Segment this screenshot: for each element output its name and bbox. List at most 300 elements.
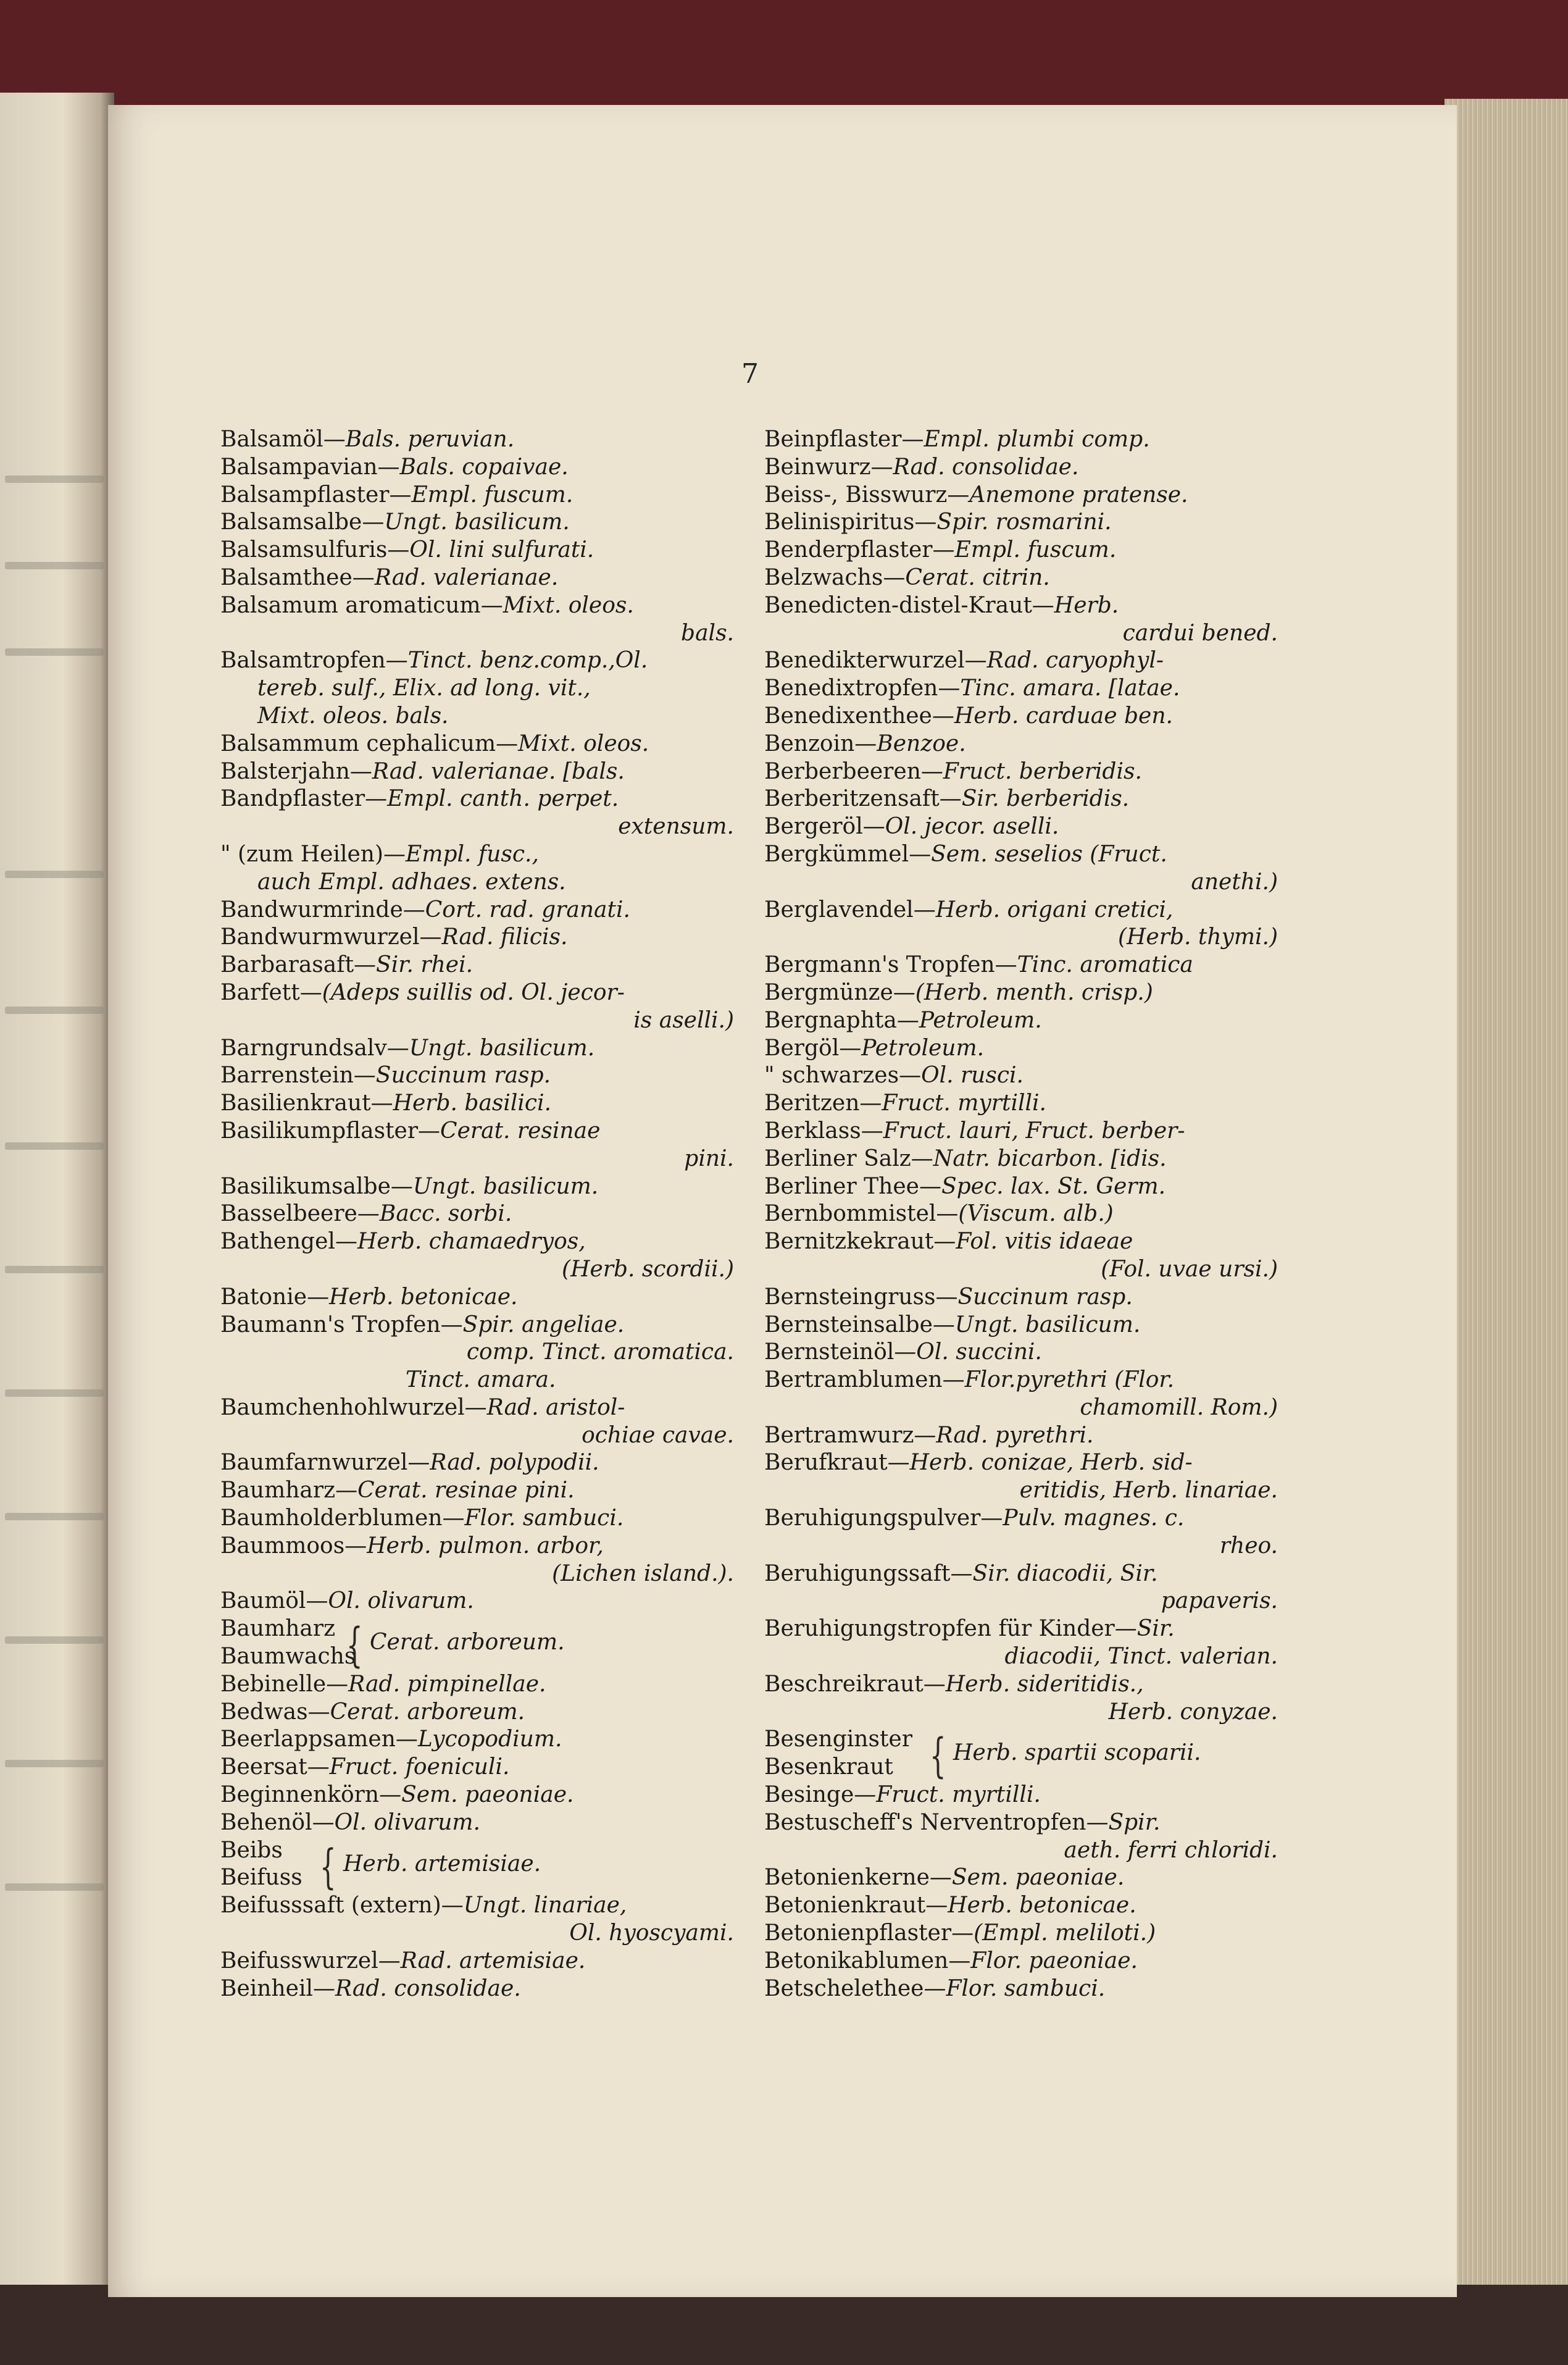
entry-headword: Baumfarnwurzel <box>220 1450 408 1476</box>
dictionary-entry <box>220 1118 739 1145</box>
entry-headword: Beinwurz <box>764 454 871 480</box>
dictionary-entry <box>764 1035 1283 1063</box>
dictionary-entry <box>764 1422 1283 1450</box>
dictionary-entry <box>764 454 1283 482</box>
brace-group <box>220 1615 739 1671</box>
dictionary-entry <box>764 1615 1283 1643</box>
entry-reference: Herb. spartii scoparii. <box>953 1740 1201 1766</box>
entry-dash: — <box>887 1450 910 1476</box>
entry-dash: — <box>964 648 987 674</box>
dictionary-entry <box>764 1007 1283 1035</box>
entry-headword: Beschreikraut <box>764 1671 924 1697</box>
entry-headword: Bestuscheff's Nerventropfen <box>764 1809 1086 1835</box>
entry-dash: — <box>352 564 375 590</box>
entry-headword: Basilikumpflaster <box>220 1118 419 1144</box>
entry-dash: — <box>932 703 954 729</box>
entry-dash: — <box>307 1754 330 1780</box>
entry-headword: Barbarasaft <box>220 952 354 978</box>
dictionary-entry <box>220 426 739 454</box>
entry-dash: — <box>839 1035 862 1061</box>
entry-headword: Benderpflaster <box>764 537 933 563</box>
entry-headword: Beiss-, Bisswurz <box>764 482 948 508</box>
dictionary-entry <box>220 1284 739 1312</box>
dictionary-entry <box>220 647 739 675</box>
entry-reference: Petroleum. <box>861 1035 985 1061</box>
entry-dash: — <box>365 786 388 812</box>
entry-reference: Succinum rasp. <box>957 1284 1133 1310</box>
entry-reference: Rad. caryophyl- <box>986 648 1164 674</box>
dictionary-entry <box>220 592 739 620</box>
entry-headword: Baumchenhohlwurzel <box>220 1394 465 1420</box>
dictionary-entry <box>764 1892 1283 1920</box>
dictionary-entry <box>220 924 739 952</box>
entry-headword: Barrenstein <box>220 1063 354 1089</box>
entry-headword: Berklass <box>764 1118 861 1144</box>
entry-continuation <box>220 1367 739 1394</box>
entry-reference: Sem. paeoniae. <box>401 1782 574 1808</box>
dictionary-entry <box>764 426 1283 454</box>
dictionary-entry <box>764 730 1283 758</box>
entry-reference: Cerat. arboreum. <box>370 1630 565 1656</box>
entry-reference: Herb. carduae ben. <box>954 703 1173 729</box>
entry-dash: — <box>1114 1616 1137 1642</box>
entry-reference: Flor. sambuci. <box>946 1975 1106 2001</box>
entry-reference: Herb. betonicae. <box>329 1284 518 1310</box>
dictionary-entry <box>764 1781 1283 1809</box>
entry-headword: Basilikumsalbe <box>220 1173 391 1199</box>
entry-headword: Berglavendel <box>764 897 914 923</box>
entry-headword: Balsamsalbe <box>220 509 362 535</box>
continuation-text: (Fol. uvae ursi.) <box>1101 1256 1278 1282</box>
entry-continuation <box>764 1643 1283 1671</box>
entry-continuation <box>764 1394 1283 1422</box>
entry-continuation <box>764 620 1283 648</box>
continuation-text: chamomill. Rom.) <box>1080 1394 1278 1420</box>
entry-headword: Besenkraut <box>764 1754 893 1780</box>
entry-dash: — <box>379 1782 402 1808</box>
entry-dash: — <box>357 1201 380 1227</box>
entry-headword: Beritzen <box>764 1090 860 1116</box>
entry-reference: Empl. canth. perpet. <box>387 786 619 812</box>
entry-reference: Ungt. basilicum. <box>409 1035 595 1061</box>
entry-dash: — <box>894 1339 917 1365</box>
entry-headword: Basilienkraut <box>220 1090 371 1116</box>
entry-headword: Basselbeere <box>220 1201 357 1227</box>
dictionary-entry <box>764 1975 1283 2003</box>
entry-reference: Sir. berberidis. <box>961 786 1130 812</box>
continuation-text: (Herb. thymi.) <box>1117 924 1278 950</box>
entry-headword: Beifusswurzel <box>220 1948 378 1974</box>
entry-headword: Bergeröl <box>764 814 863 840</box>
entry-headword: Balsamtropfen <box>220 648 386 674</box>
entry-reference: Flor. sambuci. <box>464 1505 624 1531</box>
entry-dash: — <box>909 841 932 867</box>
dictionary-entry <box>220 1671 739 1699</box>
continuation-text: ochiae cavae. <box>582 1422 734 1448</box>
entry-headword: Behenöl <box>220 1809 312 1835</box>
entry-headword: Bernsteinsalbe <box>764 1312 933 1337</box>
entry-reference: Fruct. lauri, Fruct. berber- <box>883 1118 1185 1144</box>
entry-dash: — <box>861 1118 883 1144</box>
entry-reference: Rad. polypodii. <box>430 1450 599 1476</box>
dictionary-entry <box>220 1449 739 1477</box>
dictionary-entry <box>764 482 1283 509</box>
entry-dash: — <box>938 676 961 701</box>
entry-reference: Lycopodium. <box>417 1727 562 1752</box>
entry-reference: Ungt. basilicum. <box>412 1173 599 1199</box>
entry-dash: — <box>464 1394 487 1420</box>
dictionary-entry <box>764 703 1283 730</box>
entry-reference: Rad. valerianae. [bals. <box>372 758 625 784</box>
entry-reference: Herb. conizae, Herb. sid- <box>909 1450 1193 1476</box>
entry-dash: — <box>899 1063 922 1089</box>
entry-headword: Berberitzensaft <box>764 786 940 812</box>
entry-continuation <box>220 620 739 648</box>
entry-headword: Balsterjahn <box>220 758 350 784</box>
entry-dash: — <box>377 454 400 480</box>
entry-dash: — <box>323 427 346 452</box>
entry-reference: Herb. chamaedryos, <box>357 1229 586 1255</box>
dictionary-entry <box>220 841 739 869</box>
continuation-text: is aselli.) <box>633 1007 734 1033</box>
entry-reference: Spir. rosmarini. <box>936 509 1112 535</box>
entry-headword: Benedixtropfen <box>764 676 938 701</box>
entry-dash: — <box>883 564 906 590</box>
entry-continuation <box>220 1339 739 1367</box>
continuation-text: Mixt. oleos. bals. <box>257 703 449 729</box>
entry-dash: — <box>913 897 936 923</box>
entry-dash: — <box>947 482 970 508</box>
continuation-text: (Lichen island.). <box>552 1560 734 1586</box>
entry-headword: Barngrundsalv <box>220 1035 387 1061</box>
entry-reference: Herb. origani cretici, <box>935 897 1174 923</box>
entry-reference: Ol. lini sulfurati. <box>409 537 594 563</box>
dictionary-entry <box>220 1477 739 1505</box>
entry-dash: — <box>935 1284 958 1310</box>
entry-reference: Rad. artemisiae. <box>400 1948 586 1974</box>
entry-dash: — <box>385 648 408 674</box>
dictionary-entry <box>764 1920 1283 1948</box>
entry-continuation <box>764 1837 1283 1865</box>
entry-reference: Empl. fusc., <box>406 841 539 867</box>
entry-dash: — <box>901 427 924 452</box>
entry-dash: — <box>354 952 377 978</box>
entry-headword: Beinheil <box>220 1975 313 2001</box>
dictionary-entry <box>764 675 1283 703</box>
dictionary-entry <box>220 1505 739 1533</box>
entry-continuation <box>220 869 739 897</box>
entry-headword: Bergöl <box>764 1035 840 1061</box>
entry-headword: Beruhigungspulver <box>764 1505 981 1531</box>
entry-reference: Ungt. linariae, <box>463 1893 627 1919</box>
entry-dash: — <box>854 730 877 756</box>
dictionary-entry <box>220 509 739 537</box>
entry-dash: — <box>440 1312 463 1337</box>
entry-dash: — <box>933 1229 956 1255</box>
entry-reference: Pulv. magnes. c. <box>1003 1505 1185 1531</box>
entry-headword: Balsamum aromaticum <box>220 592 481 618</box>
entry-headword: Beersat <box>220 1754 307 1780</box>
entry-reference: Rad. aristol- <box>486 1394 625 1420</box>
entry-headword: Berliner Thee <box>764 1173 919 1199</box>
entry-dash: — <box>386 1035 409 1061</box>
dictionary-entry <box>764 509 1283 537</box>
dictionary-entry <box>764 592 1283 620</box>
entry-reference: Ol. jecor. aselli. <box>885 814 1059 840</box>
entry-reference: Herb. <box>1054 592 1119 618</box>
dictionary-entry <box>220 1699 739 1727</box>
entry-reference: Rad. filicis. <box>441 924 568 950</box>
dictionary-entry <box>220 1062 739 1090</box>
entry-dash: — <box>939 786 962 812</box>
dictionary-entry <box>764 1367 1283 1394</box>
entry-reference: Rad. valerianae. <box>374 564 559 590</box>
entry-dash: — <box>387 537 410 563</box>
entry-headword: Bergnaphta <box>764 1007 897 1033</box>
entry-continuation <box>764 1699 1283 1727</box>
entry-dash: — <box>1086 1809 1109 1835</box>
entry-headword: Bernsteingruss <box>764 1284 936 1310</box>
entry-reference: Rad. consolidae. <box>893 454 1079 480</box>
entry-dash: — <box>923 1671 946 1697</box>
entry-headword: Benedikterwurzel <box>764 648 965 674</box>
dictionary-entry <box>764 841 1283 869</box>
entry-reference: Tinc. amara. [latae. <box>960 676 1180 701</box>
dictionary-entry <box>764 647 1283 675</box>
entry-dash: — <box>419 924 442 950</box>
brace-glyph: { <box>320 1838 336 1894</box>
entry-headword: Bathengel <box>220 1229 335 1255</box>
entry-reference: Cerat. citrin. <box>905 564 1050 590</box>
entry-reference: Herb. sideritidis., <box>945 1671 1144 1697</box>
entry-headword: Bertramblumen <box>764 1367 943 1393</box>
entry-continuation <box>220 1920 739 1948</box>
dictionary-entry <box>764 952 1283 979</box>
entry-dash: — <box>389 482 412 508</box>
entry-dash: — <box>307 1699 330 1725</box>
entry-reference: Flor. paeoniae. <box>970 1948 1138 1974</box>
entry-dash: — <box>942 1367 965 1393</box>
entry-continuation <box>220 813 739 841</box>
entry-dash: — <box>344 1533 367 1559</box>
dictionary-entry <box>220 1809 739 1837</box>
dictionary-entry <box>220 1312 739 1339</box>
entry-dash: — <box>951 1920 974 1946</box>
entry-dash: — <box>307 1284 330 1310</box>
entry-dash: — <box>995 952 1017 978</box>
entry-dash: — <box>924 1975 946 2001</box>
entry-reference: Bals. peruvian. <box>345 427 515 452</box>
facing-page-edge <box>0 93 114 2291</box>
entry-headword: " (zum Heilen) <box>220 841 384 867</box>
entry-headword: Balsampavian <box>220 454 378 480</box>
continuation-text: Tinct. amara. <box>406 1367 556 1393</box>
entry-reference: Herb. betonicae. <box>948 1893 1136 1919</box>
entry-reference: Ol. olivarum. <box>334 1809 481 1835</box>
brace-glyph: { <box>346 1617 363 1673</box>
entry-headword: Betonikablumen <box>764 1948 949 1974</box>
entry-headword: Beruhigungstropfen für Kinder <box>764 1616 1115 1642</box>
dictionary-entry <box>764 1090 1283 1118</box>
dictionary-entry <box>764 1118 1283 1145</box>
entry-dash: — <box>335 1229 357 1255</box>
entry-continuation <box>220 703 739 730</box>
entry-dash: — <box>496 730 519 756</box>
entry-dash: — <box>480 592 503 618</box>
entry-headword: Baumöl <box>220 1588 306 1614</box>
entry-headword: Bedwas <box>220 1699 308 1725</box>
dictionary-entry <box>764 897 1283 924</box>
entry-dash: — <box>390 1173 413 1199</box>
entry-reference: Tinc. aromatica <box>1017 952 1193 978</box>
entry-headword: Bertramwurz <box>764 1422 914 1448</box>
entry-headword: Besenginster <box>764 1727 912 1752</box>
entry-continuation <box>220 1256 739 1284</box>
entry-dash: — <box>326 1671 349 1697</box>
entry-reference: Petroleum. <box>919 1007 1042 1033</box>
entry-headword: Besinge <box>764 1782 854 1808</box>
entry-headword: Beginnenkörn <box>220 1782 380 1808</box>
entry-dash: — <box>383 841 406 867</box>
entry-reference: Spir. angeliae. <box>462 1312 625 1337</box>
entry-reference: Cerat. resinae pini. <box>357 1478 575 1504</box>
entry-dash: — <box>312 1809 335 1835</box>
entry-headword: Balsamsulfuris <box>220 537 388 563</box>
dictionary-entry <box>220 1588 739 1615</box>
entry-headword: Baumharz <box>220 1616 336 1642</box>
entry-headword: Benzoin <box>764 730 855 756</box>
entry-reference: Rad. consolidae. <box>335 1975 521 2001</box>
entry-headword: Bergkümmel <box>764 841 909 867</box>
entry-reference: Sem. paeoniae. <box>951 1865 1125 1891</box>
entry-reference: Bals. copaivae. <box>399 454 569 480</box>
entry-dash: — <box>948 1948 971 1974</box>
dictionary-entry <box>220 730 739 758</box>
dictionary-entry <box>220 1533 739 1560</box>
entry-dash: — <box>932 537 955 563</box>
dictionary-entry <box>764 758 1283 786</box>
entry-continuation <box>764 1477 1283 1505</box>
dictionary-entry <box>220 537 739 564</box>
entry-reference: Rad. pyrethri. <box>936 1422 1094 1448</box>
brace-glyph: { <box>930 1728 946 1783</box>
continuation-text: pini. <box>684 1145 734 1171</box>
entry-headword: Bergmünze <box>764 979 893 1005</box>
entry-reference: Herb. basilici. <box>393 1090 552 1116</box>
continuation-text: eritidis, Herb. linariae. <box>1019 1478 1278 1504</box>
continuation-text: aeth. ferri chloridi. <box>1064 1837 1278 1863</box>
page-number: 7 <box>741 358 759 390</box>
entry-reference: (Viscum. alb.) <box>958 1201 1114 1227</box>
entry-headword: Barfett <box>220 979 300 1005</box>
continuation-text: auch Empl. adhaes. extens. <box>257 869 566 895</box>
entry-headword: Balsampflaster <box>220 482 390 508</box>
dictionary-entry <box>764 1228 1283 1256</box>
entry-headword: Balsammum cephalicum <box>220 730 496 756</box>
left-column <box>220 426 739 2003</box>
dictionary-entry <box>220 1035 739 1063</box>
entry-dash: — <box>418 1118 441 1144</box>
dictionary-entry <box>220 1754 739 1781</box>
entry-continuation <box>220 1560 739 1588</box>
entry-headword: Betonienkraut <box>764 1893 926 1919</box>
entry-headword: Baumwachs <box>220 1644 356 1670</box>
entry-reference: Benzoe. <box>877 730 966 756</box>
entry-reference: Mixt. oleos. <box>503 592 634 618</box>
entry-reference: Anemone pratense. <box>969 482 1188 508</box>
entry-reference: Spec. lax. St. Germ. <box>941 1173 1166 1199</box>
entry-headword: Balsamöl <box>220 427 323 452</box>
entry-reference: Fol. vitis idaeae <box>956 1229 1133 1255</box>
entry-dash: — <box>441 1893 464 1919</box>
continuation-text: comp. Tinct. aromatica. <box>466 1339 734 1365</box>
continuation-text: bals. <box>681 620 734 646</box>
dictionary-entry <box>220 1228 739 1256</box>
entry-reference: (Adeps suillis od. Ol. jecor- <box>322 979 625 1005</box>
entry-headword: Betonienkerne <box>764 1865 930 1891</box>
continuation-text: anethi.) <box>1191 869 1278 895</box>
entry-reference: Fruct. myrtilli. <box>876 1782 1041 1808</box>
entry-headword: Bernsteinöl <box>764 1339 895 1365</box>
entry-continuation <box>764 1533 1283 1560</box>
dictionary-entry <box>764 785 1283 813</box>
entry-continuation <box>764 1256 1283 1284</box>
entry-headword: Beifusssaft (extern) <box>220 1893 441 1919</box>
entry-dash: — <box>936 1201 959 1227</box>
dictionary-entry <box>220 1394 739 1422</box>
dictionary-entry <box>764 537 1283 564</box>
dictionary-entry <box>764 1449 1283 1477</box>
entry-headword: Balsamthee <box>220 564 352 590</box>
entry-dash: — <box>950 1560 973 1586</box>
dictionary-entry <box>764 1505 1283 1533</box>
entry-reference: Rad. pimpinellae. <box>348 1671 546 1697</box>
entry-dash: — <box>402 897 425 923</box>
entry-reference: Empl. plumbi comp. <box>924 427 1150 452</box>
continuation-text: papaveris. <box>1161 1588 1278 1614</box>
dictionary-entry <box>220 564 739 592</box>
entry-dash: — <box>914 509 937 535</box>
entry-headword: Beinpflaster <box>764 427 902 452</box>
entry-dash: — <box>920 758 943 784</box>
entry-dash: — <box>919 1173 941 1199</box>
entry-dash: — <box>859 1090 882 1116</box>
continuation-text: tereb. sulf., Elix. ad long. vit., <box>257 676 591 701</box>
dictionary-entry <box>764 1864 1283 1892</box>
entry-dash: — <box>299 979 322 1005</box>
entry-headword: Baumharz <box>220 1478 336 1504</box>
continuation-text: cardui bened. <box>1122 620 1278 646</box>
book-cover-top <box>0 0 1568 108</box>
entry-headword: Batonie <box>220 1284 307 1310</box>
dictionary-entry <box>220 979 739 1007</box>
dictionary-entry <box>764 1671 1283 1699</box>
entry-reference: Herb. artemisiae. <box>343 1851 541 1877</box>
entry-continuation <box>220 1145 739 1173</box>
entry-dash: — <box>896 1007 919 1033</box>
entry-dash: — <box>370 1090 393 1116</box>
entry-reference: (Empl. meliloti.) <box>974 1920 1156 1946</box>
entry-dash: — <box>914 1422 936 1448</box>
dictionary-entry <box>220 952 739 979</box>
dictionary-entry <box>764 979 1283 1007</box>
entry-reference: Mixt. oleos. <box>518 730 649 756</box>
dictionary-entry <box>764 1284 1283 1312</box>
entry-headword: Betonienpflaster <box>764 1920 952 1946</box>
entry-dash: — <box>362 509 385 535</box>
dictionary-entry <box>764 1062 1283 1090</box>
entry-dash: — <box>862 814 885 840</box>
